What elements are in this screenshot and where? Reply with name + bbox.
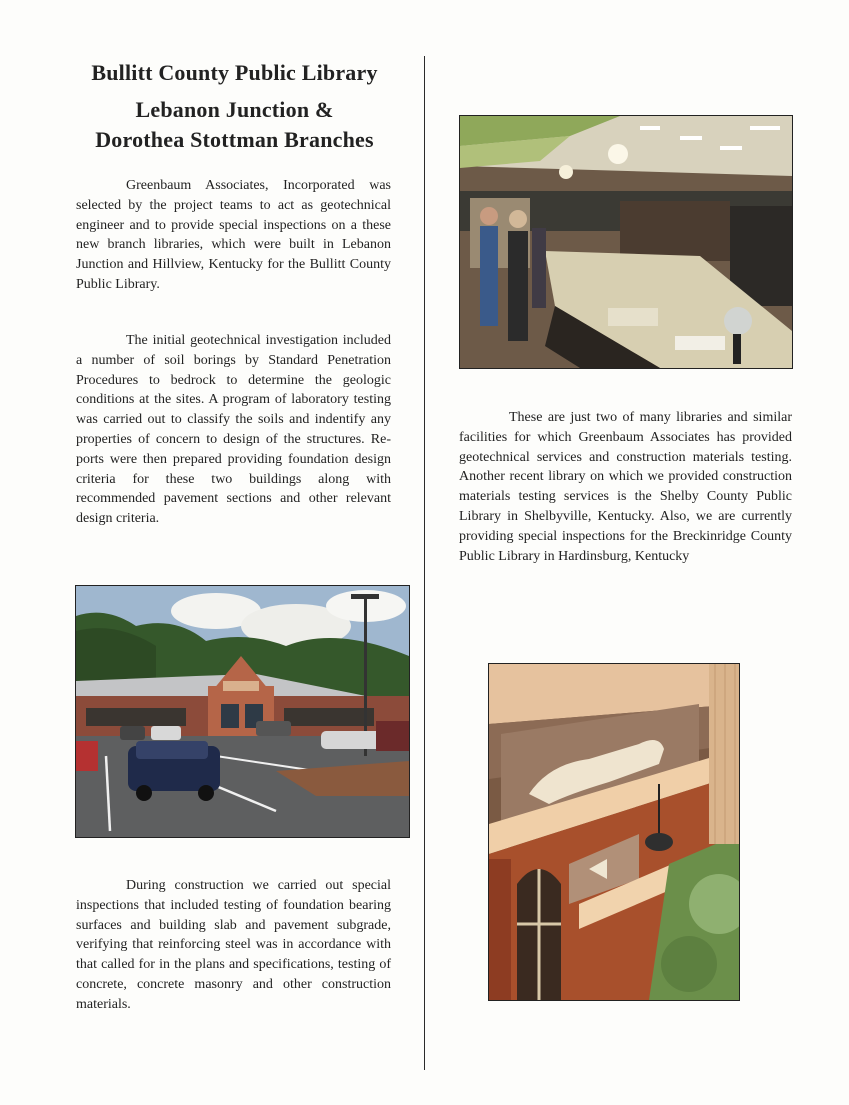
subtitle-line-1: Lebanon Junction & (135, 97, 334, 122)
paragraph-investigation: The initial geotechnical investigation included a number of soil borings by Standard Penetration Procedures to bedrock to determine the geologic conditions at the sites. A program of laboratory testing was carried out to classify the soils and indentify any properties of concern to design of the structures. Reports were then prepared providing foundation design criteria for these two buildings along with recommended pavement sections and other relevant design criteria. (76, 333, 391, 527)
subtitle-line-2: Dorothea Stottman Branches (95, 127, 374, 152)
library-exterior-photo (75, 585, 410, 838)
document-title: Bullitt County Public Library (91, 60, 378, 85)
column-divider (424, 56, 425, 1070)
library-interior-photo (459, 115, 793, 369)
paragraph-other-libraries: These are just two of many libraries and similar facilities for which Greenbaum Associates has provided geotechnical services and construction materials testing. Another recent library on which we provided construction materials testing services is the Shelby County Public Library in Shelbyville, Kentucky. Also, we are currently providing special inspections for the Breckinridge County Public Library in Hardinsburg, Kentucky (459, 410, 792, 564)
paragraph-construction: During construction we carried out special inspections that included testing of foundation bearing surfaces and building slab and pavement subgrade, verifying that reinforcing steel was in accordance with that called for in the plans and specifications, testing of concrete, concrete masonry and other construction materials. (76, 878, 391, 1012)
train-canopy-photo (488, 663, 740, 1001)
paragraph-selection: Greenbaum Associates, Incorporated was selected by the project teams to act as geotechnical engineer and to provide special inspections on a these new branch libraries, which were built in Lebanon Junction and Hillview, Kentucky for the Bullitt County Public Library. (76, 178, 391, 292)
